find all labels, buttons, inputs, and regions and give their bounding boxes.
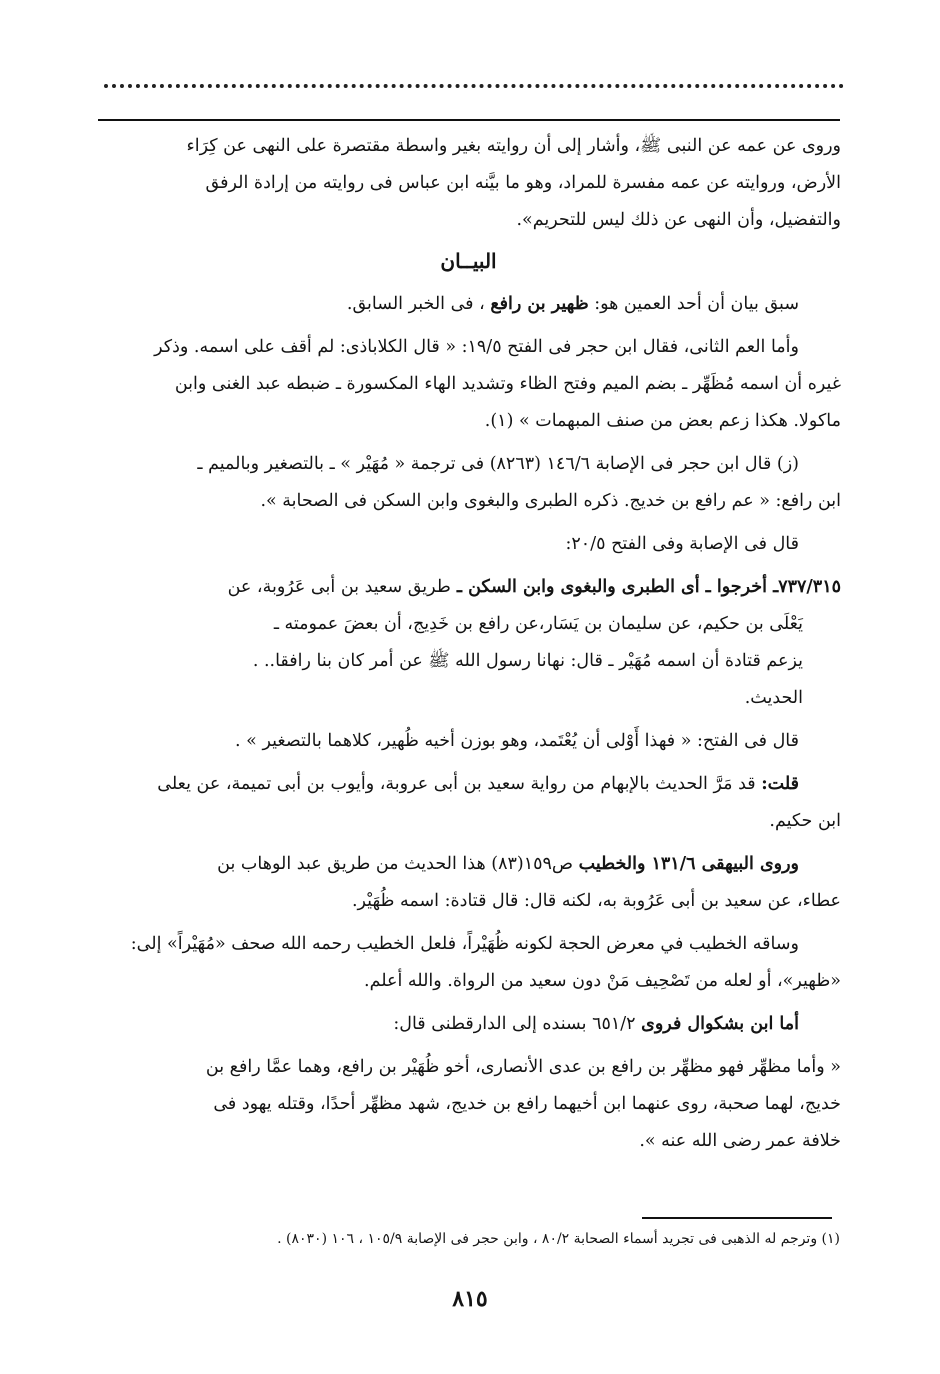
p7-lead: وروى البيهقى ١٣١/٦ والخطيب xyxy=(578,854,799,874)
p1-suffix: ، فى الخبر السابق. xyxy=(346,294,491,314)
p6-line-1 xyxy=(96,766,841,803)
hadith-line-2: يَعْلَى بن حكيم، عن سليمان بن يَسَار،عن رافع بن خَدِيج، أن بعضَ عمومته ـ xyxy=(273,614,803,634)
p3-line-2: ابن رافع: « عم رافع بن خديج. ذكره الطبرى والبغوى وابن السكن فى الصحابة ». xyxy=(260,491,841,511)
p1-prefix: سبق بيان أن أحد العمين هو: xyxy=(588,294,799,314)
p1-name: ظهير بن رافع xyxy=(490,294,589,314)
page-number: ٨١٥ xyxy=(452,1286,488,1312)
p10-line-1: « وأما مظهِّر فهو مظهِّر بن رافع بن عدى الأنصارى، أخو ظُهَيْر بن رافع، وهما عمَّا رافع بن xyxy=(205,1057,841,1077)
p9 xyxy=(96,1006,841,1043)
p7-line-1-rest: ص١٥٩(٨٣) هذا الحديث من طريق عبد الوهاب بن xyxy=(217,854,579,874)
p8-line-2: «ظهير»، أو لعله من تَصْحِيف مَنْ دون سعيد من الرواة. والله أعلم. xyxy=(364,971,841,991)
hadith-lead: أخرجوا ـ أى الطبرى والبغوى وابن السكن ـ xyxy=(450,577,774,597)
p2-line-3: ماكولا. هكذا زعم بعض من صنف المبهمات » (١). xyxy=(484,411,841,431)
hadith-line-1-rest: طريق سعيد بن أبى عَرُوبة، عن xyxy=(227,577,451,597)
p7-line-2: عطاء، عن سعيد بن أبى عَرُوبة به، لكنه قال: قال قتادة: اسمه ظُهَيْر. xyxy=(351,891,841,911)
intro-line-2: الأرض، وروايته عن عمه مفسرة للمراد، وهو ما بيَّنه ابن عباس فى روايته من إرادة الرفق xyxy=(205,173,841,193)
p9-lead: أما ابن بشكوال فروى xyxy=(641,1014,799,1034)
p4: قال فى الإصابة وفى الفتح ٢٠/٥: xyxy=(565,534,799,554)
footnote-rule xyxy=(642,1217,832,1219)
dotted-separator xyxy=(104,84,844,88)
hadith-line-3: يزعم قتادة أن اسمه مُهَيْر ـ قال: نهانا رسول الله ﷺ عن أمر كان بنا رافقا.. . xyxy=(252,651,803,671)
p9-rest: ٦٥١/٢ بسنده إلى الدارقطنى قال: xyxy=(393,1014,642,1034)
p10-line-3: خلافة عمر رضى الله عنه ». xyxy=(639,1131,841,1151)
hadith-line-4: الحديث. xyxy=(744,688,803,708)
p5: قال فى الفتح: « فهذا أَوْلى أن يُعْتَمد، وهو بوزن أخيه ظُهير، كلاهما بالتصغير » . xyxy=(235,731,799,751)
hadith-line-1 xyxy=(96,569,841,606)
p8-line-1: وساقه الخطيب في معرض الحجة لكونه ظُهَيْراً، فلعل الخطيب رحمه الله صحف «مُهَيْراً» إلى: xyxy=(130,934,799,954)
paragraph-first-uncle xyxy=(96,286,841,323)
p10-line-2: خديج، لهما صحبة، روى عنهما ابن أخيهما رافع بن خديج، شهد مظهِّر أحدًا، وقتله يهود فى xyxy=(213,1094,841,1114)
p2-line-1: وأما العم الثانى، فقال ابن حجر فى الفتح ١٩/٥: « قال الكلاباذى: لم أقف على اسمه. وذكر xyxy=(154,337,799,357)
p6-line-2: ابن حكيم. xyxy=(769,811,841,831)
footnote: (١) وترجم له الذهبى فى تجريد أسماء الصحابة ٨٠/٢ ، وابن حجر فى الإصابة ١٠٥/٩ ، ١٠٦ (٨٠٣٠) . xyxy=(277,1231,840,1247)
p2-line-2: غيره أن اسمه مُظَهِّر ـ بضم الميم وفتح الظاء وتشديد الهاء المكسورة ـ ضبطه عبد الغنى وابن xyxy=(174,374,841,394)
main-text xyxy=(96,128,841,1160)
p6-line-1-text: قد مَرَّ الحديث بالإبهام من رواية سعيد بن أبى عروبة، وأيوب بن أبى تميمة، عن يعلى xyxy=(157,774,762,794)
intro-line-3: والتفضيل، وأن النهى عن ذلك ليس للتحريم». xyxy=(516,210,841,230)
hadith-number: ٧٣٧/٣١٥ـ xyxy=(773,577,841,597)
p3-line-1: (ز) قال ابن حجر فى الإصابة ١٤٦/٦ (٨٢٦٣) فى ترجمة « مُهَيْر » ـ بالتصغير وبالميم ـ xyxy=(197,454,799,474)
p6-label: قلت: xyxy=(761,774,799,794)
p7-line-1 xyxy=(96,846,841,883)
section-heading: البيــان xyxy=(440,249,497,273)
header-rule xyxy=(98,119,840,121)
intro-line-1: وروى عن عمه عن النبى ﷺ، وأشار إلى أن روايته بغير واسطة مقتصرة على النهى عن كِرَاء xyxy=(186,136,841,156)
